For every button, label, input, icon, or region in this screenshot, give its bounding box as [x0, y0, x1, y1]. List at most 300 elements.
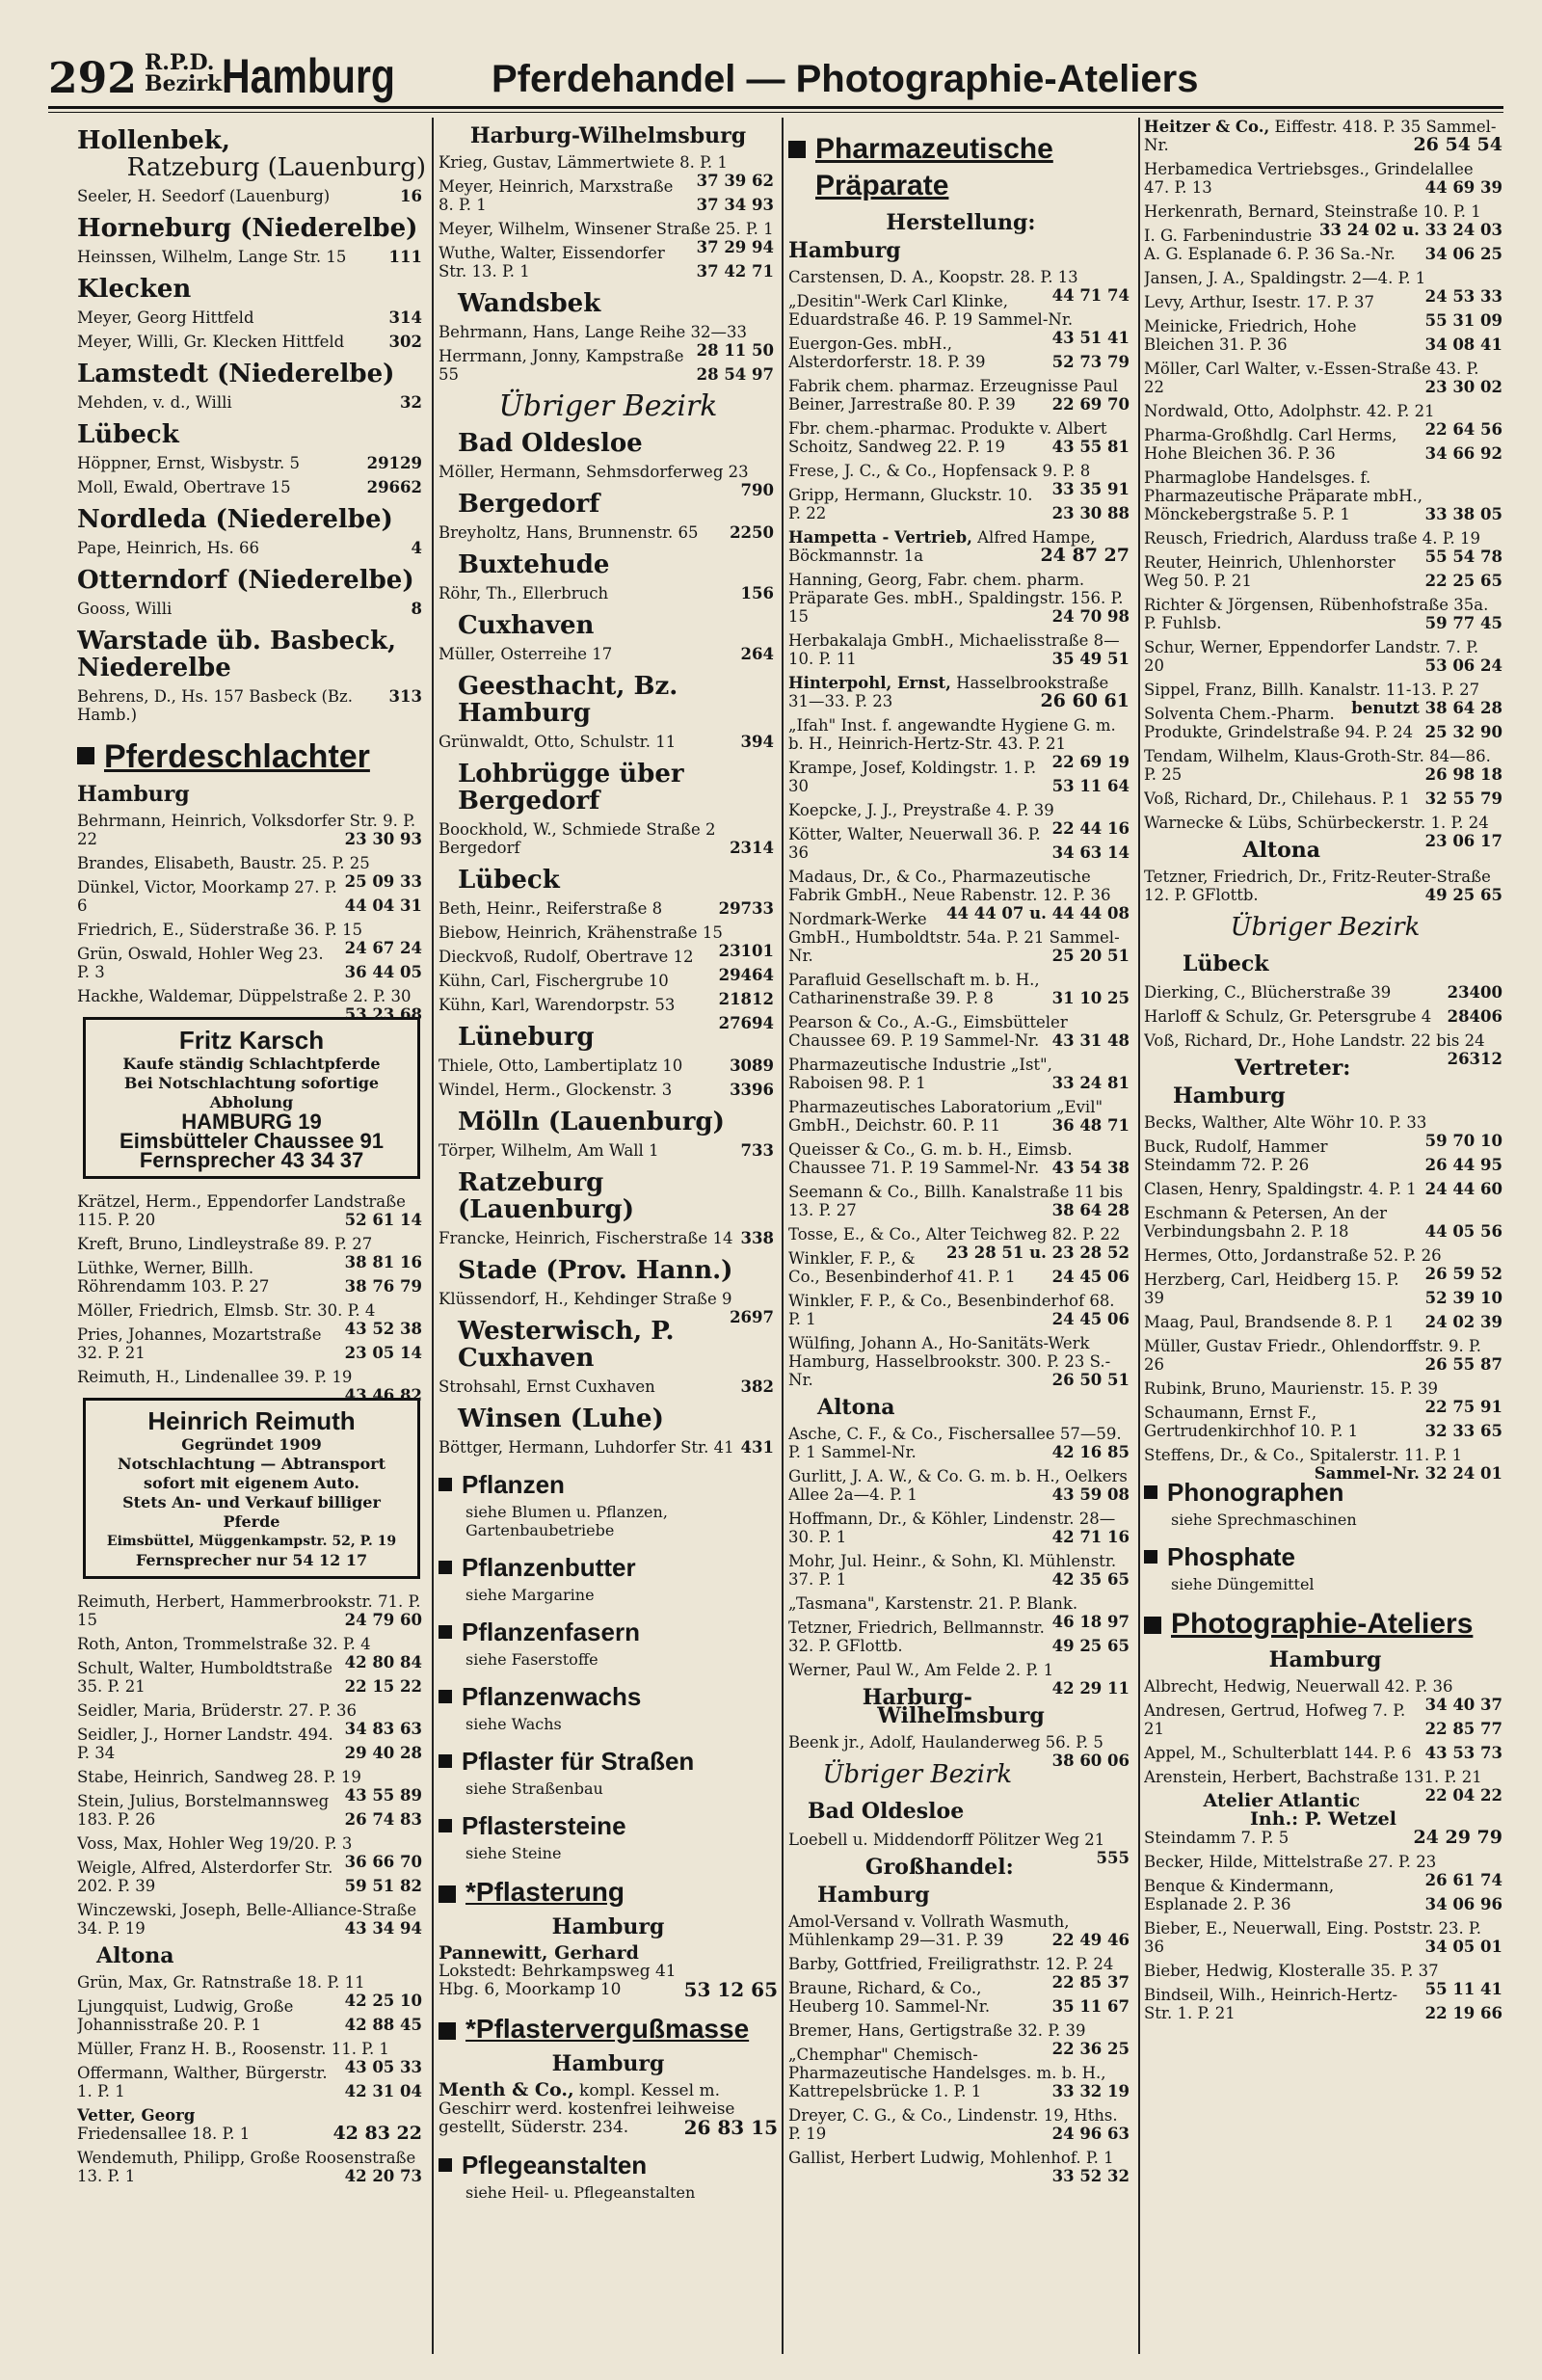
list-item [77, 1997, 426, 2034]
phone-number: 555 [1096, 1849, 1130, 1867]
entry-text: Meyer, Willi, Gr. Klecken Hittfeld [77, 333, 345, 351]
list-item [1144, 1446, 1506, 1483]
entry-text: Eschmann & Petersen, An der Verbindungsbahn 2. P. 18 [1144, 1204, 1388, 1241]
category-heading [439, 1682, 778, 1711]
entry-text: Boockhold, W., Schmiede Straße 2 Bergedorf [439, 820, 716, 857]
place-heading: Bad Oldesloe [458, 429, 643, 458]
phone-number: 156 [740, 584, 774, 602]
entry-text: Pharmazeutische Industrie „Ist", Raboisen 98. P. 1 [788, 1056, 1052, 1092]
phone-number: 42 88 45 [344, 2016, 422, 2034]
place-heading: Buxtehude [458, 550, 610, 579]
list-item [439, 820, 778, 857]
list-item [77, 333, 426, 351]
entry-text: Biebow, Heinrich, Krähenstraße 15 [439, 923, 723, 942]
list-item [439, 323, 778, 360]
list-item [1144, 814, 1506, 850]
list-item [788, 1594, 1133, 1631]
entry-text: Kühn, Carl, Fischergrube 10 [439, 972, 669, 990]
phone-number: 43 51 41 [1051, 329, 1130, 347]
category-title: Pferdeschlachter [104, 738, 370, 775]
list-item [77, 2040, 426, 2076]
category-title: *Pflastervergußmasse [465, 2014, 750, 2044]
entry-text: Klüssendorf, H., Kehdinger Straße 9 [439, 1290, 732, 1308]
list-item [439, 584, 778, 602]
entry-text: Strohsahl, Ernst Cuxhaven [439, 1377, 655, 1396]
entry-text: Kreft, Bruno, Lindleystraße 89. P. 27 [77, 1235, 373, 1253]
list-item [1144, 1919, 1506, 1956]
entry-text: Levy, Arthur, Isestr. 17. P. 37 [1144, 293, 1375, 311]
list-item [77, 1592, 426, 1629]
list-item [1144, 789, 1506, 808]
phone-number: 394 [740, 733, 774, 751]
entry-text: Gallist, Herbert Ludwig, Mohlenhof. P. 1 [788, 2149, 1114, 2167]
header-rule [48, 106, 1503, 109]
square-bullet-icon [439, 1690, 452, 1703]
entry-text: Stabe, Heinrich, Sandweg 28. P. 19 [77, 1768, 361, 1786]
entry-text: Winkler, F. P., & Co., Besenbinderhof 68. P. 1 [788, 1292, 1115, 1328]
phone-number: 59 51 82 [344, 1877, 422, 1895]
phone-number: 33 24 81 [1051, 1074, 1130, 1092]
place-heading: Ratzeburg (Lauenburg) [458, 1168, 635, 1224]
phone-number: 22 75 91 [1424, 1398, 1502, 1416]
entry-text: Möller, Carl Walter, v.-Essen-Straße 43. P. 22 [1144, 360, 1479, 396]
phone-number: 43 53 73 [1424, 1744, 1502, 1762]
phone-number: 24 87 27 [1040, 545, 1130, 566]
entry-text: Reuter, Heinrich, Uhlenhorster Weg 50. P. 21 [1144, 553, 1396, 590]
see-also: siehe Faserstoffe [465, 1650, 598, 1669]
phone-number: 32 55 79 [1424, 789, 1502, 808]
entry-text: Solventa Chem.-Pharm. Produkte, Grindelstraße 94. P. 24 [1144, 705, 1414, 741]
list-item [1144, 596, 1506, 632]
entry-text: Meinicke, Friedrich, Hohe Bleichen 31. P. 36 [1144, 317, 1357, 354]
entry-text: Krampe, Josef, Koldingstr. 1. P. 30 [788, 759, 1037, 795]
phone-number: 42 31 04 [344, 2082, 422, 2100]
phone-number: 25 20 51 [1051, 947, 1130, 965]
list-item [1144, 1744, 1506, 1762]
phone-number: 33 32 19 [1051, 2082, 1130, 2100]
entry-text: Ljungquist, Ludwig, Große Johannisstraße 20. P. 1 [77, 1997, 294, 2034]
entry-text: Hbg. 6, Moorkamp 10 [439, 1980, 622, 1999]
list-item [439, 1944, 778, 1999]
entry-text: Pharmazeutisches Laboratorium „Evil" GmbH., Deichstr. 60. P. 11 [788, 1098, 1103, 1135]
entry-text: Pharma-Großhdlg. Carl Herms, Hohe Bleichen 36. P. 36 [1144, 426, 1397, 463]
list-item [1144, 1404, 1506, 1440]
entry-text: Herbakalaja GmbH., Michaelisstraße 8—10. P. 11 [788, 631, 1120, 668]
entry-text: Becks, Walther, Alte Wöhr 10. P. 33 [1144, 1113, 1427, 1132]
entry-text: Stein, Julius, Borstelmannsweg 183. P. 26 [77, 1792, 330, 1829]
phone-number: 35 49 51 [1051, 650, 1130, 668]
list-item [77, 2064, 426, 2100]
phone-number: 733 [740, 1141, 774, 1160]
entry-text: Törper, Wilhelm, Am Wall 1 [439, 1141, 659, 1160]
list-item [1144, 638, 1506, 675]
list-item [1144, 1379, 1506, 1416]
phone-number: 37 34 93 [696, 196, 774, 214]
phone-number: 22 85 77 [1424, 1720, 1502, 1738]
list-item [439, 645, 778, 663]
list-item [1144, 1962, 1506, 1998]
place-heading: Warstade üb. Basbeck, Niederelbe [77, 627, 397, 682]
list-item [1144, 705, 1506, 741]
list-item [1144, 1031, 1506, 1068]
phone-number: 26 50 51 [1051, 1371, 1130, 1389]
list-item [77, 854, 426, 891]
entry-text: Albrecht, Hedwig, Neuerwall 42. P. 36 [1144, 1677, 1453, 1696]
entry-text: Buck, Rudolf, Hammer Steindamm 72. P. 26 [1144, 1137, 1328, 1174]
entry-text: Schur, Werner, Eppendorfer Landstr. 7. P. 20 [1144, 638, 1479, 675]
category-title: Photographie-Ateliers [1171, 1608, 1474, 1640]
entry-text: Carstensen, D. A., Koopstr. 28. P. 13 [788, 268, 1078, 286]
list-item [1144, 1986, 1506, 2022]
page-header [48, 46, 1503, 114]
list-item [788, 1225, 1133, 1262]
phone-number: 313 [388, 687, 422, 706]
phone-number: 26 98 18 [1424, 765, 1502, 784]
category-title: Pflanzenfasern [462, 1618, 640, 1646]
entry-text: Meyer, Wilhelm, Winsener Straße 25. P. 1 [439, 220, 774, 238]
phone-number: 22 49 46 [1051, 1931, 1130, 1949]
entry-name: Vetter, Georg [77, 2106, 196, 2125]
list-item [788, 910, 1133, 965]
category-heading [439, 2151, 778, 2179]
phone-number: 3089 [730, 1056, 774, 1075]
place-heading: Harburg-Wilhelmsburg [862, 1685, 1045, 1728]
list-item [439, 1056, 778, 1075]
list-item [1144, 402, 1506, 439]
entry-text: Moll, Ewald, Obertrave 15 [77, 478, 291, 496]
entry-text: Herkenrath, Bernard, Steinstraße 10. P. 1 [1144, 202, 1481, 221]
list-item [1144, 681, 1506, 717]
phone-number: 43 55 89 [344, 1786, 422, 1805]
list-item [1144, 1007, 1506, 1026]
entry-text: Braune, Richard, & Co., Heuberg 10. Sammel-Nr. [788, 1979, 991, 2016]
phone-number: 53 23 68 [344, 1005, 422, 1024]
entry-name: Inh.: P. Wetzel [1250, 1808, 1396, 1830]
entry-text: Möller, Friedrich, Elmsb. Str. 30. P. 4 [77, 1301, 376, 1320]
ad-phone: Fernsprecher nur 54 12 17 [135, 1551, 368, 1569]
entry-text: Brandes, Elisabeth, Baustr. 25. P. 25 [77, 854, 370, 872]
column-divider [1138, 118, 1140, 2354]
phone-number: 22 25 65 [1424, 572, 1502, 590]
list-item [1144, 468, 1506, 523]
entry-text: Krieg, Gustav, Lämmertwiete 8. P. 1 [439, 153, 728, 172]
phone-number: 34 66 92 [1424, 444, 1502, 463]
phone-number: 22 69 19 [1051, 753, 1130, 771]
entry-text: Roth, Anton, Trommelstraße 32. P. 4 [77, 1635, 371, 1653]
phone-number: 34 06 25 [1424, 245, 1502, 263]
entry-text: Grünwaldt, Otto, Schulstr. 11 [439, 733, 677, 751]
entry-text: Bieber, Hedwig, Klosteralle 35. P. 37 [1144, 1962, 1439, 1980]
list-item [788, 571, 1133, 626]
list-item [77, 945, 426, 981]
phone-number: 23 30 93 [344, 830, 422, 848]
section-heading: Herstellung: [886, 210, 1036, 235]
list-item [1144, 868, 1506, 904]
section-heading: Übriger Bezirk [1230, 913, 1421, 942]
ad-phone: Fernsprecher 43 34 37 [139, 1148, 364, 1172]
entry-text: Meyer, Heinrich, Marxstraße 8. P. 1 [439, 177, 674, 214]
list-item [439, 1229, 778, 1247]
phone-number: 59 77 45 [1424, 614, 1502, 632]
list-item [788, 825, 1133, 862]
phone-number: 2697 [730, 1308, 774, 1326]
entry-text: Jansen, J. A., Spaldingstr. 2—4. P. 1 [1144, 269, 1426, 287]
phone-number: 43 59 08 [1051, 1485, 1130, 1504]
square-bullet-icon [439, 1754, 452, 1768]
list-item [1144, 293, 1506, 330]
place-heading: Altona [1242, 838, 1321, 863]
list-item [1144, 747, 1506, 784]
square-bullet-icon [439, 1625, 452, 1639]
entry-text: Steindamm 7. P. 5 [1144, 1829, 1289, 1847]
entry-text: Benque & Kindermann, Esplanade 2. P. 36 [1144, 1877, 1335, 1913]
entry-name: Pannewitt, Gerhard [439, 1942, 639, 1964]
place-heading: Altona [96, 1943, 174, 1968]
category-heading [439, 1618, 778, 1646]
section-heading: Übriger Bezirk [822, 1760, 1013, 1789]
category-title: Pflegeanstalten [462, 2151, 648, 2179]
entry-text: Hasselbrookstraße 31—33. P. 23 [788, 674, 1109, 710]
entry-text: Reimuth, Herbert, Hammerbrookstr. 71. P. 15 [77, 1592, 421, 1629]
phone-number: 42 29 11 [1051, 1679, 1130, 1698]
entry-text: Nordwald, Otto, Adolphstr. 42. P. 21 [1144, 402, 1435, 420]
list-item [77, 1701, 426, 1738]
category-heading [439, 1470, 778, 1499]
entry-text: Amol-Versand v. Vollrath Wasmuth, Mühlenkamp 29—31. P. 39 [788, 1912, 1070, 1949]
entry-text: Beenk jr., Adolf, Haulanderweg 56. P. 5 [788, 1733, 1103, 1752]
list-item [788, 1425, 1133, 1461]
place-heading: Hollenbek, [77, 126, 230, 155]
entry-text: „Ifah" Inst. f. angewandte Hygiene G. m. b. H., Heinrich-Hertz-Str. 43. P. 21 [788, 716, 1116, 753]
list-item [77, 1259, 426, 1296]
list-item [788, 2149, 1133, 2185]
phone-number: 38 64 28 [1051, 1201, 1130, 1219]
entry-text: Gooss, Willi [77, 600, 173, 618]
ad-text: Notschlachtung — Abtransport sofort mit eigenem Auto. [118, 1455, 386, 1492]
see-also: siehe Sprechmaschinen [1171, 1511, 1357, 1529]
entry-text: Alfred Hampe, Böckmannstr. 1a [788, 528, 1096, 565]
phone-number: 26 83 15 [683, 2116, 778, 2139]
phone-number: 28 54 97 [696, 365, 774, 384]
list-item [788, 2106, 1133, 2143]
phone-number: 43 52 38 [344, 1320, 422, 1338]
entry-text: Beth, Heinr., Reiferstraße 8 [439, 899, 663, 918]
phone-number: 24 45 06 [1051, 1268, 1130, 1286]
list-item [439, 463, 778, 499]
phone-number: 25 09 33 [344, 872, 422, 891]
entry-text: Appel, M., Schulterblatt 144. P. 6 [1144, 1744, 1412, 1762]
entry-text: Bieber, E., Neuerwall, Eing. Poststr. 23. P. 36 [1144, 1919, 1481, 1956]
category-heading [77, 737, 426, 776]
list-item [1144, 1313, 1506, 1331]
phone-number: 23 30 02 [1424, 378, 1502, 396]
phone-number: 38 81 16 [344, 1253, 422, 1271]
entry-text: Friedrich, E., Süderstraße 36. P. 15 [77, 921, 362, 939]
list-item [77, 539, 426, 557]
list-item [439, 1438, 778, 1457]
column-1 [77, 118, 426, 2354]
list-item [77, 987, 426, 1024]
category-title: Pflanzen [462, 1470, 565, 1499]
category-title: Pharmazeutische Präparate [815, 133, 1053, 201]
list-item [77, 1901, 426, 1938]
list-item [788, 528, 1133, 565]
entry-text: Friedensallee 18. P. 1 [77, 2125, 251, 2143]
phone-number: 38 60 06 [1051, 1752, 1130, 1770]
entry-text: Harloff & Schulz, Gr. Petersgrube 4 [1144, 1007, 1432, 1026]
list-item [1144, 1137, 1506, 1174]
square-bullet-icon [439, 2158, 452, 2172]
column-2 [439, 118, 778, 2354]
list-item [439, 153, 778, 190]
category-title: Phonographen [1167, 1478, 1344, 1507]
square-bullet-icon [788, 141, 806, 158]
entry-text: Krätzel, Herm., Eppendorfer Landstraße 115. P. 20 [77, 1192, 406, 1229]
phone-number: 53 06 24 [1424, 656, 1502, 675]
phone-number: 52 73 79 [1051, 353, 1130, 371]
place-heading: Geesthacht, Bz. Hamburg [458, 672, 678, 728]
category-title: *Pflasterung [465, 1877, 625, 1907]
entry-text: Schult, Walter, Humboldtstraße 35. P. 21 [77, 1659, 333, 1696]
entry-name: Heitzer & Co., [1144, 118, 1270, 136]
list-item [439, 2081, 778, 2137]
phone-number: 22 19 66 [1424, 2004, 1502, 2022]
phone-number: 21812 [718, 990, 774, 1008]
square-bullet-icon [439, 1478, 452, 1491]
phone-number: 26 55 87 [1424, 1355, 1502, 1374]
phone-number: 52 61 14 [344, 1211, 422, 1229]
entry-text: Parafluid Gesellschaft m. b. H., Catharinenstraße 39. P. 8 [788, 971, 1040, 1007]
entry-text: Dierking, C., Blücherstraße 39 [1144, 983, 1392, 1002]
list-item [77, 878, 426, 915]
phone-number: 24 70 98 [1051, 607, 1130, 626]
list-item [1144, 227, 1506, 263]
list-item [77, 921, 426, 957]
phone-number: 2314 [730, 839, 774, 857]
list-item [1144, 202, 1506, 239]
ad-address: Eimsbüttel, Müggenkampstr. 52, P. 19 [106, 1534, 397, 1549]
list-item [788, 868, 1133, 923]
entry-text: Grün, Oswald, Hohler Weg 23. P. 3 [77, 945, 324, 981]
list-item [77, 1859, 426, 1895]
place-heading: Lübeck [1183, 951, 1269, 976]
list-item [788, 292, 1133, 347]
list-item [788, 1831, 1133, 1867]
phone-number: 52 39 10 [1424, 1289, 1502, 1307]
list-item [788, 1467, 1133, 1504]
phone-number: 431 [740, 1438, 774, 1457]
phone-number: 25 32 90 [1424, 723, 1502, 741]
phone-number: 34 40 37 [1424, 1696, 1502, 1714]
ad-city: HAMBURG 19 [181, 1110, 322, 1134]
category-heading [1144, 1607, 1506, 1642]
phone-number: 33 52 32 [1051, 2167, 1130, 2185]
phone-number: 32 [400, 393, 422, 412]
entry-name: Hinterpohl, Ernst, [788, 674, 951, 692]
entry-text: Reimuth, H., Lindenallee 39. P. 19 [77, 1368, 353, 1386]
region-label: R.P.D. Bezirk [145, 50, 223, 96]
list-item [788, 462, 1133, 498]
category-heading [439, 1553, 778, 1582]
entry-text: Fabrik chem. pharmaz. Erzeugnisse Paul Beiner, Jarrestraße 80. P. 39 [788, 377, 1119, 414]
phone-number: 23101 [718, 942, 774, 960]
phone-number: 43 05 33 [344, 2058, 422, 2076]
list-item [788, 674, 1133, 710]
entry-text: Becker, Hilde, Mittelstraße 27. P. 23 [1144, 1853, 1437, 1871]
list-item [788, 2046, 1133, 2100]
phone-number: 382 [740, 1377, 774, 1396]
phone-number: 42 35 65 [1051, 1570, 1130, 1589]
phone-number: 23 30 88 [1051, 504, 1130, 522]
entry-text: Weigle, Alfred, Alsterdorfer Str. 202. P. 39 [77, 1859, 333, 1895]
phone-number: 49 25 65 [1051, 1637, 1130, 1655]
see-also: siehe Heil- u. Pflegeanstalten [465, 2183, 696, 2202]
place-heading: Horneburg (Niederelbe) [77, 214, 418, 243]
list-item [1144, 1204, 1506, 1241]
phone-number: 24 96 63 [1051, 2125, 1130, 2143]
entry-text: Schaumann, Ernst F., Gertrudenkirchhof 10. P. 1 [1144, 1404, 1359, 1440]
list-item [439, 177, 778, 214]
place-heading: Hamburg [77, 782, 190, 807]
entry-text: „Tasmana", Karstenstr. 21. P. Blank. [788, 1594, 1078, 1613]
phone-number: 35 11 67 [1051, 1997, 1130, 2016]
list-item [1144, 1877, 1506, 1913]
list-item [788, 1249, 1133, 1286]
entry-text: Pries, Johannes, Mozartstraße 32. P. 21 [77, 1325, 322, 1362]
phone-number: 26 74 83 [344, 1810, 422, 1829]
place-heading: Westerwisch, P. Cuxhaven [458, 1317, 675, 1373]
entry-text: Tosse, E., & Co., Alter Teichweg 82. P. 22 [788, 1225, 1121, 1243]
category-heading [439, 2013, 778, 2046]
list-item [1144, 317, 1506, 354]
entry-text: I. G. Farbenindustrie A. G. Esplanade 6. P. 36 Sa.-Nr. [1144, 227, 1396, 263]
list-item [1144, 1246, 1506, 1283]
entry-text: Tetzner, Friedrich, Dr., Fritz-Reuter-Straße 12. P. GFlottb. [1144, 868, 1491, 904]
phone-number: 44 71 74 [1051, 286, 1130, 305]
phone-number: 23 06 17 [1424, 832, 1502, 850]
place-heading: Cuxhaven [458, 611, 595, 640]
page-number: 292 [48, 54, 137, 103]
place-heading: Lohbrügge über Bergedorf [458, 760, 684, 816]
phone-number: 264 [740, 645, 774, 663]
entry-text: Steffens, Dr., & Co., Spitalerstr. 11. P. 1 [1144, 1446, 1463, 1464]
phone-number: 43 46 82 [344, 1386, 422, 1404]
list-item [77, 2106, 426, 2143]
entry-text: Dünkel, Victor, Moorkamp 27. P. 6 [77, 878, 337, 915]
phone-number: 3396 [730, 1081, 774, 1099]
category-heading [1144, 1478, 1344, 1507]
entry-text: Warnecke & Lübs, Schürbeckerstr. 1. P. 24 [1144, 814, 1489, 832]
phone-number: 23400 [1447, 983, 1502, 1002]
entry-text: Eiffestr. 418. P. 35 Sammel-Nr. [1144, 118, 1497, 154]
phone-number: 38 76 79 [344, 1277, 422, 1296]
place-heading: Ratzeburg (Lauenburg) [126, 153, 426, 182]
list-item [788, 1183, 1133, 1219]
entry-text: Winkler, F. P., & Co., Besenbinderhof 41. P. 1 [788, 1249, 1016, 1286]
entry-text: Tendam, Wilhelm, Klaus-Groth-Str. 84—86. P. 25 [1144, 747, 1491, 784]
entry-text: Rubink, Bruno, Maurienstr. 15. P. 39 [1144, 1379, 1439, 1398]
list-item [788, 334, 1133, 371]
list-item [1144, 1337, 1506, 1374]
phone-number: 26 59 52 [1424, 1265, 1502, 1283]
entry-text: Tetzner, Friedrich, Bellmannstr. 32. P. GFlottb. [788, 1618, 1045, 1655]
entry-text: Pape, Heinrich, Hs. 66 [77, 539, 259, 557]
list-item [788, 1056, 1133, 1092]
phone-number: 42 83 22 [332, 2123, 422, 2144]
phone-number: 34 05 01 [1424, 1938, 1502, 1956]
section-heading: Großhandel: [864, 1855, 1014, 1880]
phone-number: 37 42 71 [696, 262, 774, 281]
